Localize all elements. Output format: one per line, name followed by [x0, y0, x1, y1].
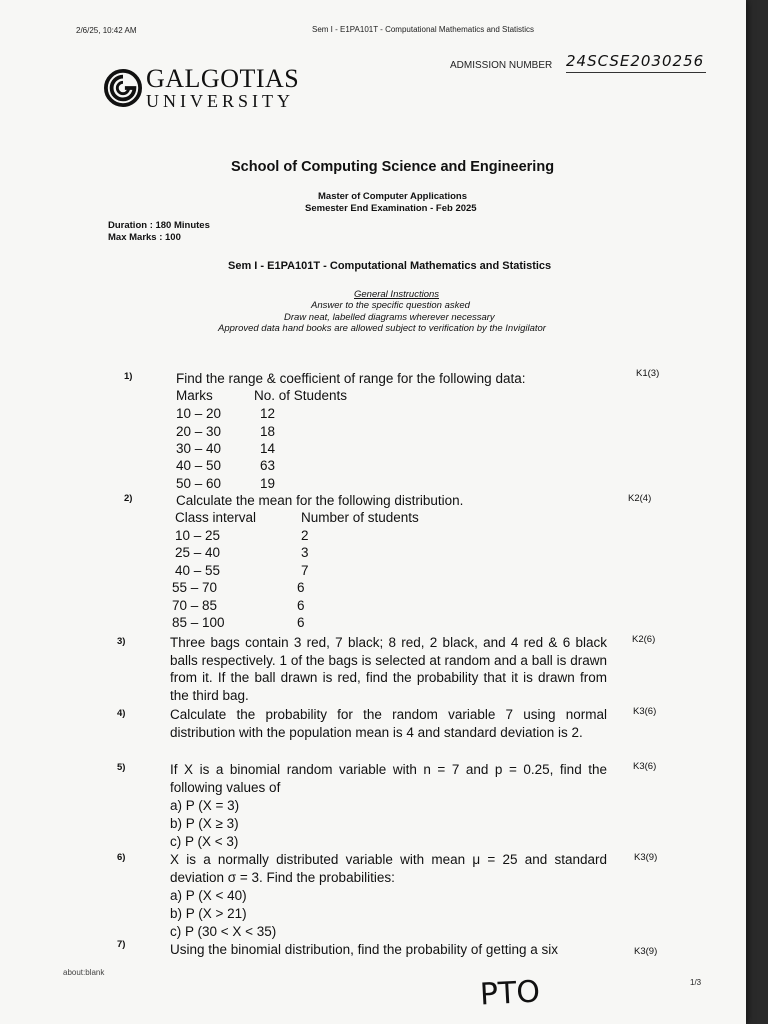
admission-underline	[566, 72, 706, 73]
question-part: b) P (X > 21)	[170, 906, 247, 921]
print-datetime: 2/6/25, 10:42 AM	[76, 26, 137, 35]
knowledge-level: K3(6)	[633, 706, 657, 717]
question-number: 5)	[117, 762, 126, 773]
handwritten-pto: PTO	[479, 974, 541, 1013]
table-cell: 70 – 85	[172, 598, 218, 613]
table-cell: 55 – 70	[172, 580, 218, 595]
table-header: Number of students	[301, 510, 419, 525]
knowledge-level: K1(3)	[636, 368, 660, 379]
max-marks: Max Marks : 100	[108, 232, 181, 243]
question-part: b) P (X ≥ 3)	[170, 816, 239, 831]
print-course-title: Sem I - E1PA101T - Computational Mathematics and Statistics	[312, 25, 535, 34]
table-cell: 6	[297, 598, 305, 613]
knowledge-level: K2(6)	[632, 634, 656, 645]
table-header: Marks	[176, 388, 213, 403]
knowledge-level: K3(9)	[634, 946, 658, 957]
question-number: 3)	[117, 636, 126, 647]
question-number: 1)	[124, 371, 133, 382]
exam-duration: Duration : 180 Minutes	[108, 220, 210, 231]
question-number: 4)	[117, 708, 126, 719]
question-text: Calculate the probability for the random variable 7 using normal distribution with the population mean is 4 and standard deviation is 2.	[170, 707, 607, 740]
question-number: 2)	[124, 493, 133, 504]
table-cell: 3	[301, 545, 309, 560]
question-text: Three bags contain 3 red, 7 black; 8 red, 2 black, and 4 red & 6 black balls respectively. 1 of the bags is selected at random and a ball is drawn from it. If the ball drawn is red, find the probability that it is drawn from the third bag.	[170, 635, 607, 703]
table-cell: 6	[297, 580, 305, 595]
table-cell: 14	[260, 441, 276, 456]
question-number: 6)	[117, 852, 126, 863]
table-cell: 40 – 50	[176, 458, 222, 473]
table-cell: 85 – 100	[172, 615, 225, 630]
course-title: Sem I - E1PA101T - Computational Mathematics and Statistics	[228, 260, 552, 272]
table-cell: 10 – 25	[175, 528, 221, 543]
question-text: X is a normally distributed variable with mean μ = 25 and standard deviation σ = 3. Find the probabilities:	[170, 852, 607, 885]
admission-number-label: ADMISSION NUMBER	[450, 60, 553, 71]
table-cell: 19	[260, 476, 276, 491]
table-cell: 12	[260, 406, 276, 421]
question-number: 7)	[117, 939, 126, 950]
table-header: No. of Students	[254, 388, 348, 403]
table-cell: 50 – 60	[176, 476, 222, 491]
knowledge-level: K2(4)	[628, 493, 652, 504]
question-part: a) P (X < 40)	[170, 888, 247, 903]
table-cell: 10 – 20	[176, 406, 222, 421]
question-text: If X is a binomial random variable with n = 7 and p = 0.25, find the following values of	[170, 762, 607, 795]
table-cell: 25 – 40	[175, 545, 221, 560]
instruction-line: Answer to the specific question asked	[311, 300, 470, 311]
table-cell: 20 – 30	[176, 424, 222, 439]
program-name: Master of Computer Applications	[318, 191, 468, 202]
school-title: School of Computing Science and Engineering	[231, 159, 555, 175]
question-part: a) P (X = 3)	[170, 798, 240, 813]
university-name-line2: UNIVERSITY	[146, 91, 294, 111]
exam-session: Semester End Examination - Feb 2025	[305, 203, 477, 214]
question-part: c) P (30 < X < 35)	[170, 924, 277, 939]
instruction-line: Draw neat, labelled diagrams wherever necessary	[284, 312, 495, 323]
table-cell: 2	[301, 528, 309, 543]
knowledge-level: K3(9)	[634, 852, 658, 863]
table-cell: 18	[260, 424, 276, 439]
table-cell: 63	[260, 458, 276, 473]
university-name-line1: GALGOTIAS	[146, 64, 300, 93]
instructions-title: General Instructions	[354, 289, 440, 300]
knowledge-level: K3(6)	[633, 761, 657, 772]
table-cell: 30 – 40	[176, 441, 222, 456]
table-cell: 40 – 55	[175, 563, 221, 578]
question-part: c) P (X < 3)	[170, 834, 239, 849]
table-header: Class interval	[175, 510, 257, 525]
question-text: Using the binomial distribution, find the probability of getting a six	[170, 942, 558, 957]
table-cell: 7	[301, 563, 309, 578]
university-logo-icon	[104, 68, 142, 108]
page-number: 1/3	[690, 978, 702, 987]
question-text: Find the range & coefficient of range for the following data:	[176, 371, 526, 386]
print-url: about:blank	[63, 968, 105, 977]
question-text: Calculate the mean for the following distribution.	[176, 493, 464, 508]
admission-number-value: 24SCSE2030256	[566, 52, 705, 70]
table-cell: 6	[297, 615, 305, 630]
instruction-line: Approved data hand books are allowed subject to verification by the Invigilator	[218, 323, 546, 334]
